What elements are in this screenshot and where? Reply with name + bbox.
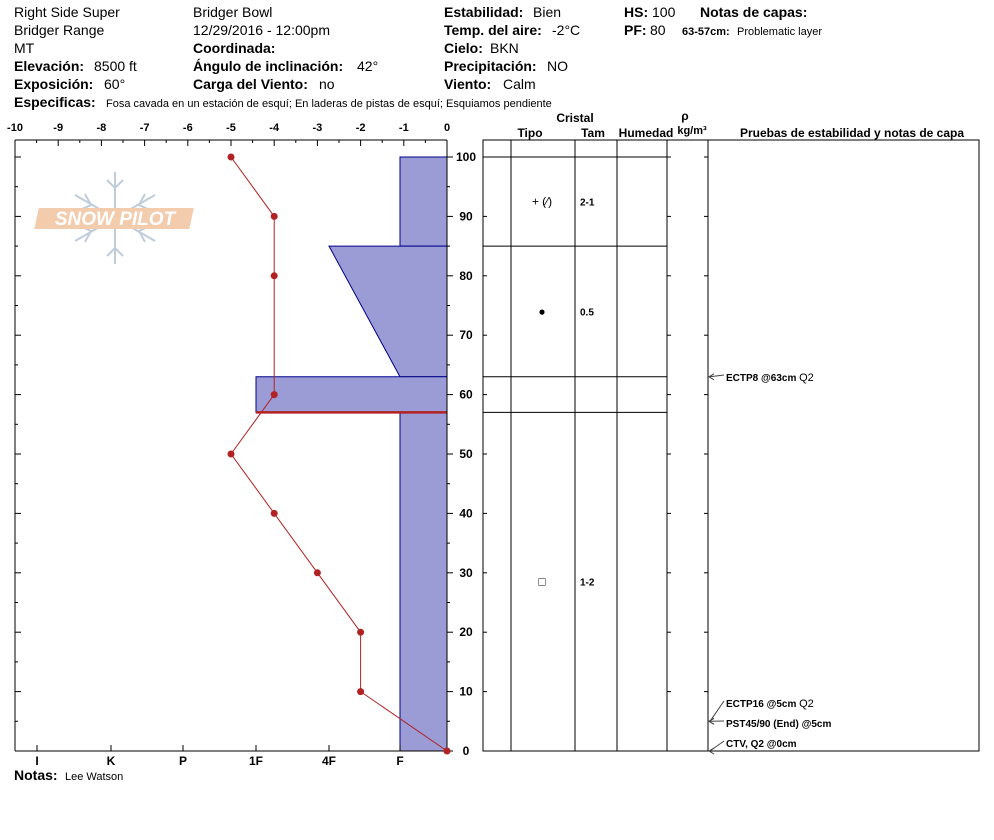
tests-header: Pruebas de estabilidad y notas de capa — [739, 126, 965, 140]
hardness-tick-label: 1F — [248, 754, 264, 768]
air-temp-label: Temp. del aire: — [444, 22, 542, 38]
sky-value: BKN — [490, 40, 519, 56]
stability-test-label: ECTP16 @5cm — [726, 699, 797, 710]
wind-load-label: Carga del Viento: — [193, 76, 308, 92]
depth-tick-label: 70 — [459, 328, 473, 343]
layer-table — [483, 140, 979, 751]
temp-tick-label: -6 — [182, 122, 193, 134]
hardness-tick-label: K — [106, 754, 116, 768]
logo-text: SNOW PILOT — [54, 209, 176, 230]
temperature-point — [271, 391, 278, 398]
temperature-point — [271, 510, 278, 517]
area-name: Bridger Bowl — [193, 4, 273, 20]
crystal-header: Cristal — [556, 111, 594, 125]
stability-test-quality: Q2 — [799, 372, 814, 384]
density-symbol: ρ — [681, 109, 689, 123]
stability-test-quality: Q2 — [799, 698, 814, 710]
specifics-label: Especificas: — [14, 94, 96, 110]
temp-tick-label: -4 — [269, 122, 280, 134]
aspect-label: Exposición: — [14, 76, 94, 92]
air-temp-value: -2°C — [552, 22, 581, 38]
hardness-layer — [400, 157, 447, 246]
snowpilot-logo — [34, 172, 193, 264]
hs-label: HS: — [624, 4, 649, 20]
crystal-size: 1-2 — [580, 577, 595, 589]
stability-test-label: ECTP8 @63cm — [726, 373, 797, 384]
temp-tick-label: -10 — [7, 122, 23, 134]
stability-test-label: CTV, Q2 @0cm — [726, 739, 797, 750]
hardness-tick-label: I — [35, 754, 39, 768]
location-name: Right Side Super — [14, 4, 120, 20]
depth-tick-label: 10 — [459, 684, 473, 699]
datetime: 12/29/2016 - 12:00pm — [193, 22, 330, 38]
crystal-type-symbol: ● — [538, 304, 546, 319]
type-header: Tipo — [517, 126, 543, 140]
notes-label: Notas: — [14, 767, 58, 783]
density-unit: kg/m³ — [677, 125, 707, 137]
hs-value: 100 — [652, 4, 676, 20]
aspect-value: 60° — [104, 76, 126, 92]
hardness-layer — [329, 246, 447, 377]
slope-value: 42° — [357, 58, 379, 74]
temperature-point — [271, 213, 278, 220]
pf-label: PF: — [624, 22, 647, 38]
temperature-point — [314, 569, 321, 576]
temperature-point — [271, 272, 278, 279]
hardness-tick-label: P — [178, 754, 188, 768]
size-header: Tam — [581, 126, 605, 140]
hardness-layer — [256, 377, 447, 413]
temp-tick-label: -5 — [226, 122, 236, 134]
temperature-point — [444, 748, 451, 755]
range-name: Bridger Range — [14, 22, 105, 38]
crystal-type-symbol: □ — [538, 574, 546, 589]
temp-tick-label: -9 — [53, 122, 64, 134]
temp-tick-label: -1 — [398, 122, 409, 134]
stability-value: Bien — [533, 4, 562, 20]
temperature-point — [357, 629, 364, 636]
temp-tick-label: -3 — [312, 122, 323, 134]
depth-tick-label: 20 — [459, 625, 473, 640]
crystal-type-symbol: + (⁄) — [531, 194, 553, 209]
hardness-tick-label: 4F — [321, 754, 337, 768]
depth-tick-label: 100 — [455, 150, 477, 164]
state-name: MT — [14, 40, 35, 56]
precip-label: Precipitación: — [444, 58, 537, 74]
stability-test-label: PST45/90 (End) @5cm — [726, 719, 832, 730]
temp-tick-label: -8 — [96, 122, 107, 134]
moisture-header: Humedad — [618, 126, 674, 140]
layer-note-range: 63-57cm: — [682, 26, 730, 38]
depth-tick-label: 60 — [459, 387, 473, 402]
hardness-tick-label: F — [396, 754, 404, 768]
temp-tick-label: -7 — [139, 122, 150, 134]
crystal-size: 0.5 — [580, 307, 594, 319]
elevation-label: Elevación: — [14, 58, 85, 74]
stability-label: Estabilidad: — [444, 4, 524, 20]
crystal-size: 2-1 — [580, 197, 595, 209]
sky-label: Cielo: — [444, 40, 483, 56]
slope-label: Ángulo de inclinación: — [193, 58, 344, 74]
wind-load-value: no — [319, 76, 335, 92]
test-leader-line — [710, 701, 724, 721]
wind-value: Calm — [503, 76, 536, 92]
elevation-value: 8500 ft — [94, 58, 137, 74]
layer-notes-label: Notas de capas: — [700, 4, 808, 20]
coordinate-label: Coordinada: — [193, 40, 276, 56]
notes-value: Lee Watson — [65, 771, 124, 783]
pf-value: 80 — [650, 22, 666, 38]
depth-tick-label: 90 — [459, 209, 473, 224]
temperature-point — [228, 451, 235, 458]
temp-tick-label: -2 — [355, 122, 366, 134]
wind-label: Viento: — [444, 76, 492, 92]
depth-tick-label: 50 — [459, 447, 473, 461]
depth-tick-label: 40 — [459, 506, 473, 521]
hardness-layer — [400, 412, 447, 751]
layer-note-text: Problematic layer — [737, 26, 822, 38]
precip-value: NO — [547, 58, 568, 74]
depth-tick-label: 80 — [459, 268, 473, 283]
temperature-point — [228, 154, 235, 161]
depth-tick-label: 0 — [462, 744, 470, 758]
depth-tick-label: 30 — [459, 565, 473, 580]
temp-tick-label: 0 — [443, 122, 451, 134]
specifics-value: Fosa cavada en un estación de esquí; En laderas de pistas de esquí; Esquiamos pendiente — [106, 98, 552, 110]
temperature-point — [357, 688, 364, 695]
